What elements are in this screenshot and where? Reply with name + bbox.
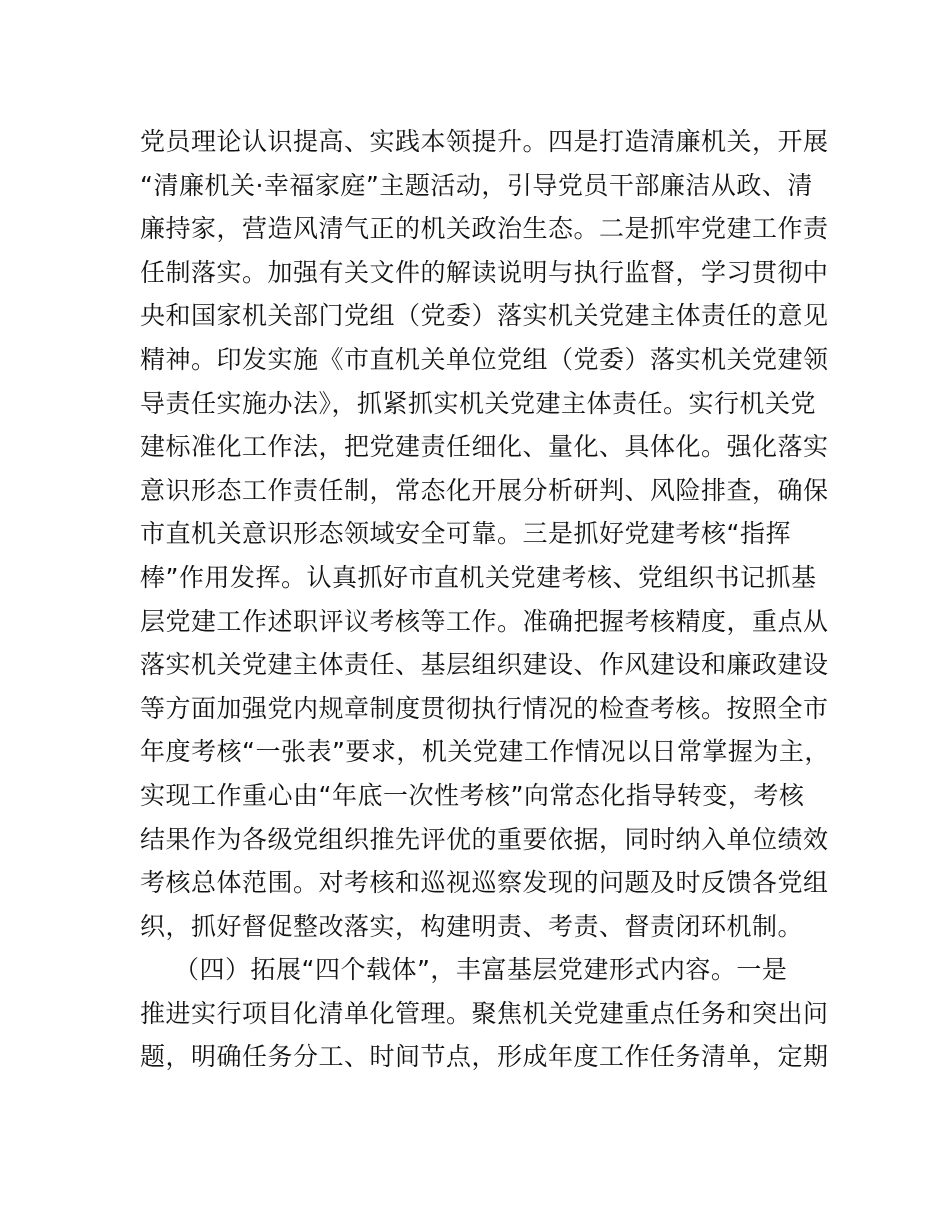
text-line-13: 落实机关党建主体责任、基层组织建设、作风建设和廉政建设 — [140, 650, 829, 680]
text-line-8: 建标准化工作法，把党建责任细化、量化、具体化。强化落实 — [140, 432, 829, 462]
text-line-1: 党员理论认识提高、实践本领提升。四是打造清廉机关，开展 — [140, 127, 829, 156]
text-line-5: 央和国家机关部门党组（党委）落实机关党建主体责任的意见 — [140, 301, 829, 331]
text-line-12: 层党建工作述职评议考核等工作。准确把握考核精度，重点从 — [140, 606, 829, 636]
text-line-17: 结果作为各级党组织推先评优的重要依据，同时纳入单位绩效 — [140, 824, 829, 854]
text-line-18: 考核总体范围。对考核和巡视巡察发现的问题及时反馈各党组 — [140, 868, 829, 898]
text-line-4: 任制落实。加强有关文件的解读说明与执行监督，学习贯彻中 — [140, 257, 829, 287]
text-line-11: 棒”作用发挥。认真抓好市直机关党建考核、党组织书记抓基 — [140, 562, 817, 592]
body-text — [140, 120, 840, 1079]
text-line-21: 推进实行项目化清单化管理。聚焦机关党建重点任务和突出问 — [140, 998, 829, 1028]
text-line-3: 廉持家，营造风清气正的机关政治生态。二是抓牢党建工作责 — [140, 214, 829, 244]
text-line-15: 年度考核“一张表”要求，机关党建工作情况以日常掌握为主， — [140, 737, 830, 767]
text-line-2: “清廉机关·幸福家庭”主题活动，引导党员干部廉洁从政、清 — [140, 170, 813, 200]
text-line-6: 精神。印发实施《市直机关单位党组（党委）落实机关党建领 — [140, 344, 829, 374]
text-line-9: 意识形态工作责任制，常态化开展分析研判、风险排查，确保 — [140, 475, 829, 505]
text-line-10: 市直机关意识形态领域安全可靠。三是抓好党建考核“指挥 — [140, 519, 791, 549]
text-line-7: 导责任实施办法》，抓紧抓实机关党建主体责任。实行机关党 — [140, 388, 817, 418]
text-line-22: 题，明确任务分工、时间节点，形成年度工作任务清单，定期 — [140, 1042, 829, 1072]
text-line-20: （四）拓展“四个载体”，丰富基层党建形式内容。一是 — [174, 955, 788, 985]
text-line-14: 等方面加强党内规章制度贯彻执行情况的检查考核。按照全市 — [140, 693, 829, 723]
text-line-19: 织，抓好督促整改落实，构建明责、考责、督责闭环机制。 — [140, 911, 804, 941]
text-line-16: 实现工作重心由“年底一次性考核”向常态化指导转变，考核 — [140, 780, 805, 810]
